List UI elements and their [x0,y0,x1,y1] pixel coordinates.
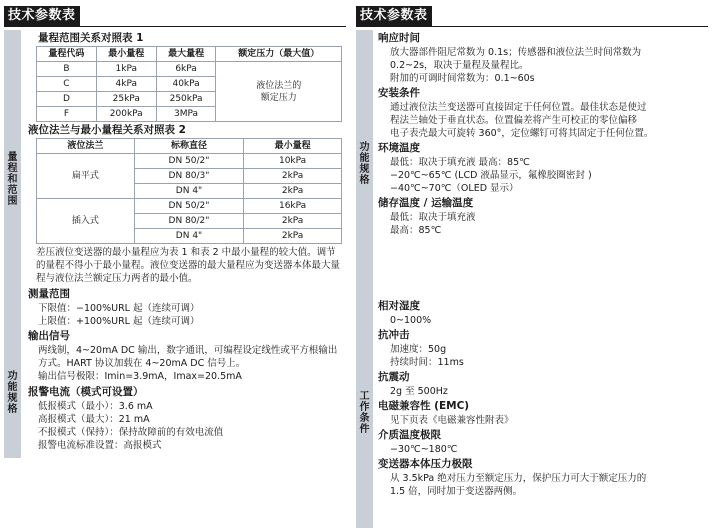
rated-line-1: 液位法兰的 [256,80,302,91]
output-signal-item-1: 两线制，4~20mA DC 输出，数字通讯，可编程设定线性或平方根输出方式。HART 协议加载在 4~20mA DC 信号上。 [38,345,338,369]
right-item-response-time [378,32,708,85]
right-column [356,4,708,531]
right-line-8-0: −30℃~180℃ [390,444,458,455]
table-row [37,199,342,214]
cell: F [37,107,97,122]
cell: 10kPa [244,154,342,169]
cell: 2kPa [244,169,342,184]
right-line-0-1: 0.2~2s，取决于量程及量程比。 [390,60,529,71]
left-band-body-range [21,30,346,328]
right-line-9-0: 从 3.5kPa 绝对压力至额定压力，保护压力可大于额定压力的 [390,473,647,484]
left-column [4,4,346,531]
cell: DN 80/3" [134,169,243,184]
table2-caption: 液位法兰与最小量程关系对照表 2 [28,124,186,136]
cell: 40kPa [156,77,216,92]
th-min: 最小量程 [96,47,156,62]
range-table-2 [36,138,342,244]
left-band-label-range-text: 量程和范围 [7,151,18,207]
cell: 3MPa [156,107,216,122]
cell-group-flat: 扁平式 [37,154,135,199]
right-band-label-function [356,30,373,298]
cell: 2kPa [244,214,342,229]
left-band-label-function [4,328,21,458]
cell: B [37,62,97,77]
right-line-5-0: 加速度：50g [390,344,447,355]
cell: DN 50/2" [134,199,243,214]
left-band-body-function [21,328,346,458]
cell: DN 4" [134,229,243,244]
alarm-current-item-1: 低报模式（最小）：3.6 mA [38,401,153,412]
right-title-1: 安装条件 [378,87,420,99]
cell: 1kPa [96,62,156,77]
left-section-range [4,30,346,328]
right-item-storage-temp [378,197,708,237]
right-title-0: 响应时间 [378,32,420,44]
right-item-emc [378,400,708,427]
right-band-label-function-text: 功能规格 [359,142,370,186]
alarm-current-item-4: 报警电流标准设置：高报模式 [38,440,162,451]
left-page-title: 技术参数表 [4,6,80,26]
right-title-8: 介质温度极限 [378,429,441,441]
table1-caption: 量程范围关系对照表 1 [38,32,144,44]
right-item-ambient-temp [378,142,708,195]
cell: 4kPa [96,77,156,92]
right-line-5-1: 持续时间：11ms [390,357,464,368]
right-band-body-function [373,30,708,298]
right-band-label-conditions-text: 工作条件 [359,391,370,435]
right-line-2-1: −20℃~65℃ (LCD 液晶显示，氟橡胶圈密封 ) [390,170,592,181]
left-section-function [4,328,346,458]
right-band-label-conditions [356,298,373,528]
table2-wrap [26,138,346,244]
cell: DN 50/2" [134,154,243,169]
rated-line-2: 额定压力 [260,92,297,103]
right-line-3-1: 最高：85℃ [390,225,442,236]
right-title-4: 相对湿度 [378,300,420,312]
table-row [37,154,342,169]
th-max: 最大量程 [156,47,216,62]
left-band-label-function-text: 功能规格 [7,371,18,415]
cell: D [37,92,97,107]
cell: 2kPa [244,184,342,199]
right-band-body-conditions [373,298,708,528]
cell-group-insert: 插入式 [37,199,135,244]
cell-rated-merged [216,62,342,122]
cell: 16kPa [244,199,342,214]
right-item-vibration [378,371,708,398]
right-title-wrap [356,4,708,27]
right-line-0-2: 附加的可调时间常数为：0.1~60s [390,73,535,84]
right-title-2: 环境温度 [378,142,420,154]
cell: 2kPa [244,229,342,244]
alarm-current-item-2: 高报模式（最大）：21 mA [38,414,150,425]
right-line-7-0: 见下页表《电磁兼容性附表》 [390,415,514,426]
right-page-title: 技术参数表 [356,6,432,26]
range-note: 差压液位变送器的最小量程应为表 1 和表 2 中最小量程的较大值。调节的量程不得小于最小量程。液位变送器的最大量程应为变送器本体最大量程与液位法兰额定压力两者的最小值。 [36,247,341,284]
th-rated: 额定压力（最大值） [216,47,342,62]
right-line-9-1: 1.5 倍，同时加于变送器两侧。 [390,486,523,497]
range-table-1 [36,46,342,122]
right-item-pressure-limit [378,458,708,498]
cell: DN 80/2" [134,214,243,229]
right-line-1-1: 程法兰轴处于垂直状态。位置偏差将产生可校正的零位偏移 [390,115,638,126]
cell: 25kPa [96,92,156,107]
table-row [37,47,342,62]
right-title-6: 抗震动 [378,371,410,383]
right-section-function [356,30,708,298]
th-dn: 标称直径 [134,139,243,154]
table-row [37,62,342,77]
th-minrange: 最小量程 [244,139,342,154]
right-item-shock [378,329,708,369]
left-title-wrap [4,4,346,27]
th-code: 量程代码 [37,47,97,62]
right-title-7: 电磁兼容性 (EMC) [378,400,470,412]
right-title-3: 储存温度 / 运输温度 [378,197,474,209]
measure-range-item-1: 下限值：−100%URL 起（连续可调） [38,303,200,314]
right-line-0-0: 放大器部件阻尼常数为 0.1s；传感器和液位法兰时间常数为 [390,47,642,58]
output-signal-title: 输出信号 [28,330,70,342]
cell: 6kPa [156,62,216,77]
right-line-1-2: 电子表壳最大可旋转 360°，定位螺钉可将其固定于任何位置。 [390,128,654,139]
output-signal-item-2: 输出信号极限：Imin=3.9mA，Imax=20.5mA [38,371,242,382]
right-line-2-2: −40℃~70℃（OLED 显示） [390,183,519,194]
right-line-6-0: 2g 至 500Hz [390,386,448,397]
right-title-5: 抗冲击 [378,329,410,341]
table1-wrap [26,46,346,122]
right-item-media-temp [378,429,708,456]
right-line-1-0: 通过液位法兰变送器可直接固定于任何位置。最佳状态是使过 [390,102,647,113]
right-item-humidity [378,300,708,327]
left-band-label-range [4,30,21,328]
th-flange: 液位法兰 [37,139,135,154]
measure-range-title: 测量范围 [28,288,70,300]
right-line-2-0: 最低：取决于填充液 最高：85℃ [390,157,530,168]
alarm-current-item-3: 不报模式（保持）：保持故障前的有效电流值 [38,427,224,438]
cell: DN 4" [134,184,243,199]
right-title-9: 变送器本体压力极限 [378,458,473,470]
cell: C [37,77,97,92]
measure-range-item-2: 上限值：+100%URL 起（连续可调） [38,316,200,327]
alarm-current-title: 报警电流（模式可设置） [28,386,144,398]
cell: 200kPa [96,107,156,122]
table-row [37,139,342,154]
cell: 250kPa [156,92,216,107]
right-item-install [378,87,708,140]
right-line-3-0: 最低：取决于填充液 [390,212,476,223]
right-section-conditions [356,298,708,528]
right-line-4-0: 0~100% [390,315,432,326]
